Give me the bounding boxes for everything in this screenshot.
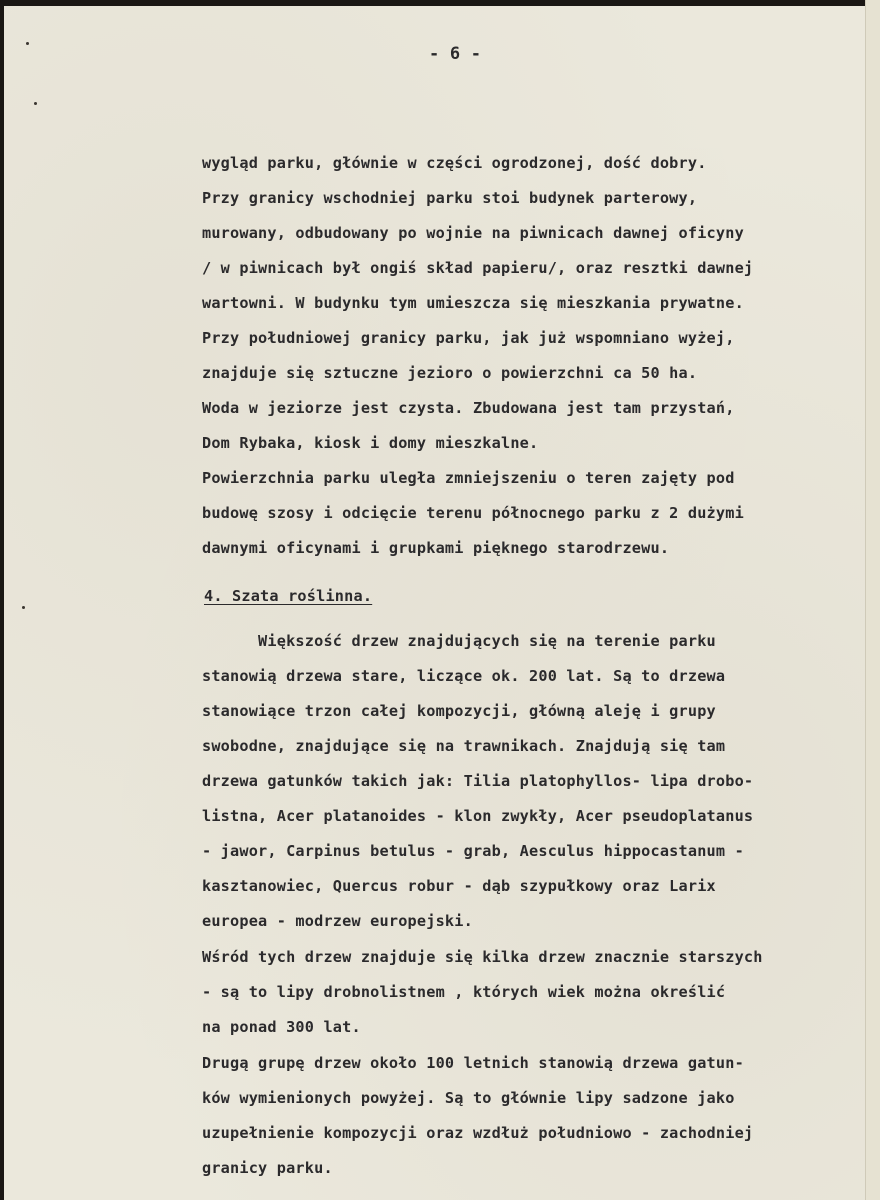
paper-speck	[26, 42, 29, 45]
text-line: dawnymi oficynami i grupkami pięknego starodrzewu.	[202, 539, 670, 557]
page-number: - 6 -	[429, 44, 482, 64]
text-line: znajduje się sztuczne jezioro o powierzchni ca 50 ha.	[202, 364, 698, 382]
text-line: na ponad 300 lat.	[202, 1018, 361, 1036]
text-line: Większość drzew znajdujących się na terenie parku	[202, 632, 716, 650]
text-line: europea - modrzew europejski.	[202, 912, 473, 930]
text-line: Woda w jeziorze jest czysta. Zbudowana jest tam przystań,	[202, 399, 735, 417]
text-line: Przy południowej granicy parku, jak już wspomniano wyżej,	[202, 329, 735, 347]
text-line: listna, Acer platanoides - klon zwykły, Acer pseudoplatanus	[202, 807, 754, 825]
text-line: - jawor, Carpinus betulus - grab, Aesculus hippocastanum -	[202, 842, 744, 860]
paper-edge	[865, 0, 880, 1200]
paper-speck	[34, 102, 37, 105]
text-line: - są to lipy drobnolistnem , których wiek można określić	[202, 983, 726, 1001]
text-line: swobodne, znajdujące się na trawnikach. Znajdują się tam	[202, 737, 726, 755]
text-line: Powierzchnia parku uległa zmniejszeniu o teren zajęty pod	[202, 469, 735, 487]
section-heading: 4. Szata roślinna.	[204, 587, 373, 605]
text-line: wygląd parku, głównie w części ogrodzonej, dość dobry.	[202, 154, 707, 172]
text-line: Wśród tych drzew znajduje się kilka drzew znacznie starszych	[202, 948, 763, 966]
text-line: wartowni. W budynku tym umieszcza się mieszkania prywatne.	[202, 294, 744, 312]
text-line: / w piwnicach był ongiś skład papieru/, oraz resztki dawnej	[202, 259, 754, 277]
typewritten-page	[4, 6, 866, 1200]
text-line: stanowiące trzon całej kompozycji, główną aleję i grupy	[202, 702, 716, 720]
text-line: drzewa gatunków takich jak: Tilia platophyllos- lipa drobo-	[202, 772, 754, 790]
text-line: kasztanowiec, Quercus robur - dąb szypułkowy oraz Larix	[202, 877, 716, 895]
text-line: uzupełnienie kompozycji oraz wzdłuż południowo - zachodniej	[202, 1124, 754, 1142]
text-line: stanowią drzewa stare, liczące ok. 200 lat. Są to drzewa	[202, 667, 726, 685]
text-line: granicy parku.	[202, 1159, 333, 1177]
text-line: Drugą grupę drzew około 100 letnich stanowią drzewa gatun-	[202, 1054, 744, 1072]
text-line: ków wymienionych powyżej. Są to głównie lipy sadzone jako	[202, 1089, 735, 1107]
text-line: budowę szosy i odcięcie terenu północnego parku z 2 dużymi	[202, 504, 744, 522]
text-line: murowany, odbudowany po wojnie na piwnicach dawnej oficyny	[202, 224, 744, 242]
text-line: Przy granicy wschodniej parku stoi budynek parterowy,	[202, 189, 698, 207]
paper-speck	[22, 606, 25, 609]
text-line: Dom Rybaka, kiosk i domy mieszkalne.	[202, 434, 539, 452]
